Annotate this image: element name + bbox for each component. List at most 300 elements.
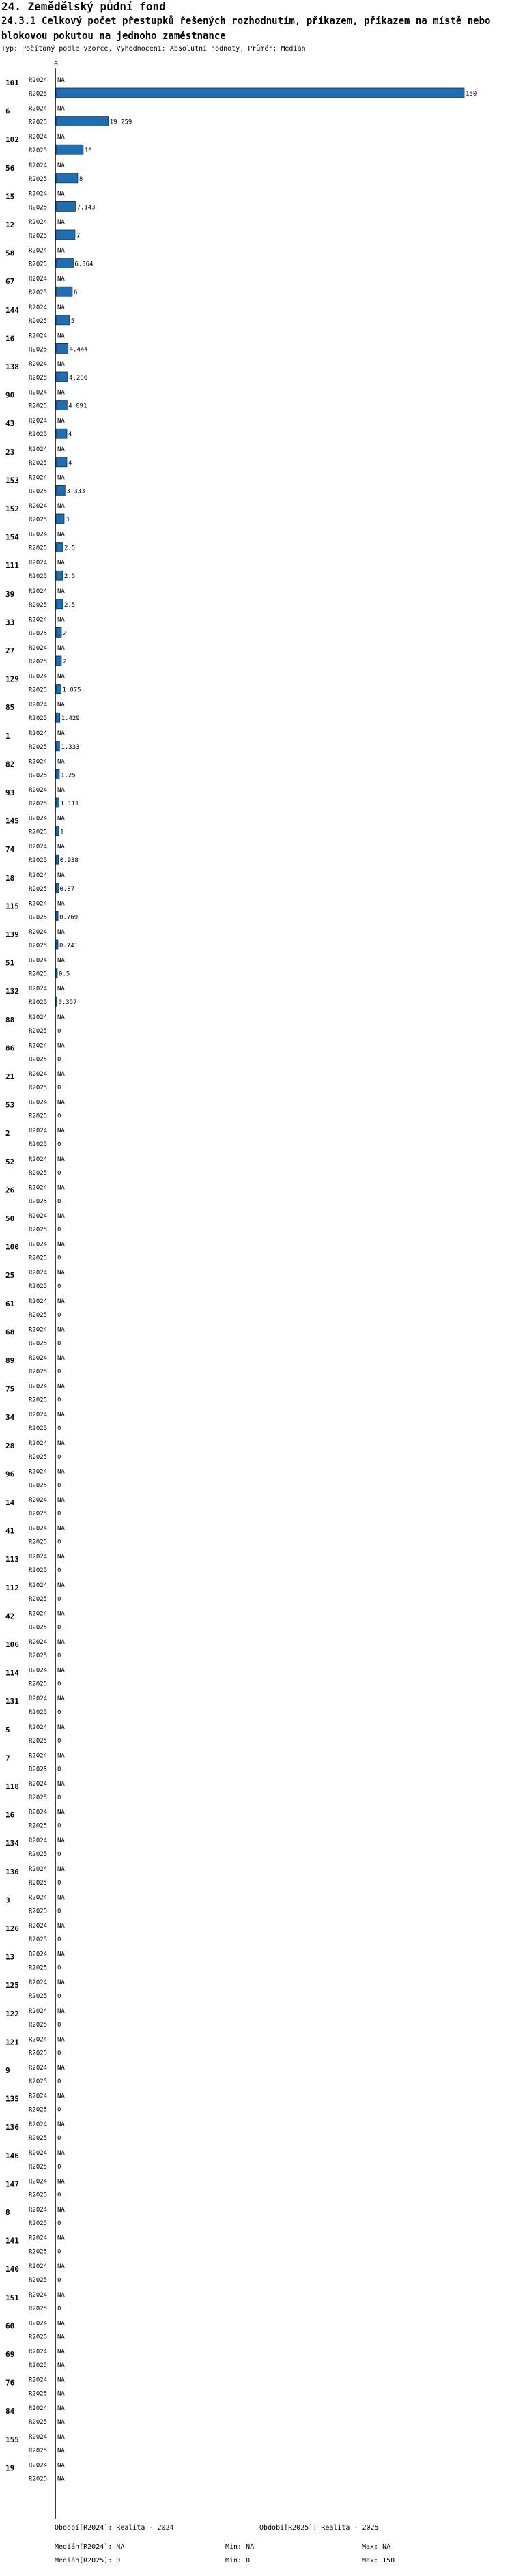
- series-label-r2024: R2024: [29, 616, 48, 624]
- value-label-r2024: NA: [57, 1184, 65, 1192]
- bar-r2025: [56, 315, 70, 325]
- category-label: 18: [5, 873, 15, 883]
- series-label-r2025: R2025: [29, 1908, 48, 1915]
- series-label-r2025: R2025: [29, 2305, 48, 2313]
- series-label-r2024: R2024: [29, 1837, 48, 1845]
- series-label-r2024: R2024: [29, 531, 48, 539]
- value-label-r2025: NA: [57, 2390, 65, 2398]
- value-label-r2024: NA: [57, 1270, 65, 1277]
- value-label-r2025: 10: [84, 147, 92, 155]
- series-label-r2024: R2024: [29, 1383, 48, 1390]
- category-label: 13: [5, 1952, 15, 1962]
- series-label-r2024: R2024: [29, 1667, 48, 1674]
- category-label: 115: [5, 902, 19, 911]
- value-label-r2025: 0: [57, 1539, 61, 1546]
- value-label-r2024: NA: [57, 702, 65, 709]
- value-label-r2024: NA: [57, 1639, 65, 1646]
- value-label-r2025: 6.364: [74, 261, 94, 268]
- category-label: 21: [5, 1072, 15, 1081]
- section-title: 24. Zemědělský půdní fond: [1, 0, 166, 13]
- series-label-r2024: R2024: [29, 446, 48, 453]
- value-label-r2025: 0.741: [59, 943, 79, 949]
- series-label-r2025: R2025: [29, 1027, 48, 1035]
- series-label-r2024: R2024: [29, 872, 48, 879]
- category-label: 131: [5, 1697, 19, 1706]
- category-label: 154: [5, 532, 19, 542]
- series-label-r2025: R2025: [29, 1964, 48, 1972]
- value-label-r2024: NA: [57, 105, 65, 113]
- series-label-r2025: R2025: [29, 2419, 48, 2427]
- footer-median-2024: Medián[R2024]: NA: [55, 2543, 125, 2551]
- category-label: 41: [5, 1526, 15, 1536]
- bar-r2025: [56, 457, 67, 467]
- series-label-r2025: R2025: [29, 346, 48, 354]
- footer-median-2025: Medián[R2025]: 0: [55, 2557, 121, 2564]
- series-label-r2025: R2025: [29, 261, 48, 268]
- series-label-r2025: R2025: [29, 2362, 48, 2369]
- series-label-r2024: R2024: [29, 815, 48, 822]
- footer-period-2025: Období[R2025]: Realita - 2025: [259, 2524, 379, 2532]
- series-label-r2025: R2025: [29, 1425, 48, 1433]
- series-label-r2025: R2025: [29, 914, 48, 921]
- series-label-r2024: R2024: [29, 986, 48, 993]
- category-label: 130: [5, 1867, 19, 1876]
- value-label-r2025: 0: [57, 1993, 61, 2001]
- value-label-r2025: 0: [57, 2220, 61, 2227]
- value-label-r2025: 0: [57, 1652, 61, 1659]
- series-label-r2025: R2025: [29, 1511, 48, 1517]
- value-label-r2025: 6: [73, 289, 78, 297]
- category-label: 16: [5, 1810, 15, 1820]
- value-label-r2024: NA: [57, 2235, 65, 2242]
- series-label-r2025: R2025: [29, 431, 48, 439]
- value-label-r2024: NA: [57, 2377, 65, 2384]
- value-label-r2025: 4: [68, 459, 72, 467]
- value-label-r2024: NA: [57, 730, 65, 737]
- series-label-r2025: R2025: [29, 517, 48, 524]
- value-label-r2025: 1.429: [61, 715, 80, 723]
- value-label-r2024: NA: [57, 1468, 65, 1476]
- value-label-r2025: 0: [57, 1879, 61, 1887]
- category-label: 43: [5, 419, 15, 429]
- series-label-r2025: R2025: [29, 971, 48, 978]
- series-label-r2025: R2025: [29, 943, 48, 949]
- value-label-r2024: NA: [57, 2462, 65, 2470]
- series-label-r2025: R2025: [29, 687, 48, 694]
- value-label-r2025: 2.5: [63, 601, 76, 609]
- series-label-r2024: R2024: [29, 1355, 48, 1362]
- bar-r2025: [56, 401, 67, 410]
- bar-r2025: [56, 940, 58, 949]
- category-label: 129: [5, 674, 19, 684]
- value-label-r2025: 2.5: [63, 545, 76, 552]
- value-label-r2025: 5: [70, 317, 75, 325]
- series-label-r2025: R2025: [29, 204, 48, 212]
- category-label: 113: [5, 1555, 19, 1564]
- value-label-r2024: NA: [57, 929, 65, 936]
- category-label: 141: [5, 2236, 19, 2246]
- value-label-r2024: NA: [57, 162, 65, 169]
- series-label-r2024: R2024: [29, 1241, 48, 1248]
- category-label: 3: [5, 1895, 10, 1905]
- series-label-r2024: R2024: [29, 1951, 48, 1958]
- bar-r2025: [56, 685, 61, 694]
- value-label-r2025: 1.25: [60, 772, 76, 779]
- category-label: 147: [5, 2179, 19, 2189]
- series-label-r2025: R2025: [29, 2106, 48, 2114]
- category-label: 26: [5, 1186, 15, 1195]
- series-label-r2024: R2024: [29, 758, 48, 766]
- category-label: 12: [5, 220, 15, 229]
- series-label-r2024: R2024: [29, 1979, 48, 1987]
- value-label-r2024: NA: [57, 418, 65, 425]
- series-label-r2025: R2025: [29, 1709, 48, 1717]
- value-label-r2024: NA: [57, 1071, 65, 1078]
- value-label-r2024: NA: [57, 219, 65, 226]
- series-label-r2024: R2024: [29, 1042, 48, 1050]
- bar-r2025: [56, 713, 60, 722]
- series-label-r2025: R2025: [29, 1283, 48, 1291]
- series-label-r2024: R2024: [29, 389, 48, 397]
- value-label-r2024: NA: [57, 588, 65, 595]
- value-label-r2024: NA: [57, 389, 65, 397]
- value-label-r2024: NA: [57, 1667, 65, 1674]
- value-label-r2025: 2: [62, 630, 67, 638]
- value-label-r2025: 2.5: [63, 573, 76, 581]
- bar-r2025: [56, 230, 75, 240]
- bar-r2025: [56, 201, 75, 211]
- series-label-r2024: R2024: [29, 2149, 48, 2157]
- series-label-r2024: R2024: [29, 1752, 48, 1760]
- series-label-r2024: R2024: [29, 1412, 48, 1419]
- category-label: 136: [5, 2123, 19, 2132]
- category-label: 75: [5, 1384, 15, 1394]
- bar-r2025: [56, 485, 65, 495]
- category-label: 60: [5, 2321, 15, 2331]
- series-label-r2024: R2024: [29, 2036, 48, 2044]
- value-label-r2025: 0: [57, 1453, 61, 1461]
- series-label-r2025: R2025: [29, 1085, 48, 1091]
- bar-r2025: [56, 514, 64, 524]
- value-label-r2025: NA: [57, 2447, 65, 2455]
- category-label: 28: [5, 1441, 15, 1450]
- category-label: 34: [5, 1413, 15, 1422]
- value-label-r2025: 4: [68, 431, 72, 439]
- category-label: 135: [5, 2094, 19, 2104]
- series-label-r2024: R2024: [29, 2007, 48, 2015]
- category-label: 23: [5, 447, 15, 457]
- category-label: 42: [5, 1612, 15, 1621]
- value-label-r2025: 0: [57, 1255, 61, 1262]
- category-label: 125: [5, 1981, 19, 1990]
- series-label-r2024: R2024: [29, 1156, 48, 1163]
- footer-max-2025: Max: 150: [362, 2557, 395, 2564]
- category-label: 19: [5, 2463, 15, 2473]
- series-label-r2025: R2025: [29, 1737, 48, 1745]
- series-label-r2025: R2025: [29, 91, 48, 98]
- value-label-r2024: NA: [57, 1440, 65, 1447]
- series-label-r2024: R2024: [29, 2433, 48, 2441]
- series-label-r2024: R2024: [29, 332, 48, 340]
- value-label-r2024: NA: [57, 1326, 65, 1334]
- series-label-r2024: R2024: [29, 2349, 48, 2356]
- series-label-r2025: R2025: [29, 573, 48, 581]
- value-label-r2025: 0: [57, 1340, 61, 1347]
- value-label-r2024: NA: [57, 1923, 65, 1930]
- value-label-r2024: NA: [57, 276, 65, 283]
- footer-max-2024: Max: NA: [362, 2543, 391, 2551]
- series-label-r2024: R2024: [29, 730, 48, 737]
- series-label-r2025: R2025: [29, 801, 48, 807]
- value-label-r2024: NA: [57, 2320, 65, 2328]
- value-label-r2025: 0: [57, 1227, 61, 1233]
- series-label-r2025: R2025: [29, 2476, 48, 2483]
- category-label: 101: [5, 78, 19, 87]
- series-label-r2025: R2025: [29, 1851, 48, 1859]
- series-label-r2025: R2025: [29, 857, 48, 865]
- value-label-r2025: 4.286: [69, 375, 88, 382]
- series-label-r2024: R2024: [29, 2377, 48, 2384]
- series-label-r2024: R2024: [29, 276, 48, 283]
- category-label: 152: [5, 504, 19, 513]
- value-label-r2024: NA: [57, 815, 65, 822]
- series-label-r2024: R2024: [29, 1071, 48, 1078]
- series-label-r2025: R2025: [29, 317, 48, 325]
- value-label-r2024: NA: [57, 2007, 65, 2015]
- value-label-r2025: 0: [57, 2277, 61, 2285]
- bar-r2025: [56, 173, 78, 183]
- series-label-r2024: R2024: [29, 1213, 48, 1220]
- series-label-r2024: R2024: [29, 1610, 48, 1618]
- series-label-r2025: R2025: [29, 1397, 48, 1404]
- value-label-r2025: 0: [57, 1624, 61, 1631]
- bar-r2025: [56, 571, 63, 580]
- series-label-r2025: R2025: [29, 1311, 48, 1319]
- series-label-r2024: R2024: [29, 560, 48, 567]
- series-label-r2025: R2025: [29, 2248, 48, 2256]
- category-label: 106: [5, 1640, 19, 1649]
- series-label-r2025: R2025: [29, 233, 48, 240]
- series-label-r2025: R2025: [29, 488, 48, 496]
- value-label-r2025: 0: [57, 1397, 61, 1404]
- value-label-r2025: 150: [466, 91, 477, 98]
- series-label-r2024: R2024: [29, 1809, 48, 1816]
- series-label-r2024: R2024: [29, 1781, 48, 1788]
- series-label-r2025: R2025: [29, 2163, 48, 2171]
- bar-r2025: [56, 287, 72, 296]
- value-label-r2024: NA: [57, 2093, 65, 2100]
- category-label: 132: [5, 987, 19, 997]
- series-label-r2025: R2025: [29, 715, 48, 723]
- value-label-r2025: 3: [65, 517, 70, 524]
- bar-r2025: [56, 769, 59, 779]
- category-label: 146: [5, 2151, 19, 2160]
- series-label-r2025: R2025: [29, 2277, 48, 2285]
- series-label-r2025: R2025: [29, 403, 48, 410]
- value-label-r2025: 0: [57, 1822, 61, 1830]
- value-label-r2025: 0: [57, 2135, 61, 2143]
- bar-r2025: [56, 798, 59, 807]
- category-label: 112: [5, 1583, 19, 1592]
- series-label-r2025: R2025: [29, 2135, 48, 2143]
- value-label-r2024: NA: [57, 1554, 65, 1561]
- value-label-r2024: NA: [57, 1951, 65, 1958]
- value-label-r2025: 0: [57, 2021, 61, 2029]
- value-label-r2025: 0: [57, 1027, 61, 1035]
- value-label-r2025: 0: [57, 1056, 61, 1063]
- value-label-r2025: 0.357: [58, 999, 77, 1007]
- value-label-r2024: NA: [57, 1298, 65, 1305]
- series-label-r2024: R2024: [29, 304, 48, 311]
- value-label-r2025: 0.938: [59, 857, 79, 865]
- series-label-r2024: R2024: [29, 1582, 48, 1589]
- category-label: 138: [5, 362, 19, 371]
- series-label-r2025: R2025: [29, 1794, 48, 1801]
- series-label-r2024: R2024: [29, 1326, 48, 1334]
- series-label-r2025: R2025: [29, 2192, 48, 2199]
- value-label-r2024: NA: [57, 900, 65, 908]
- category-label: 122: [5, 2009, 19, 2018]
- value-label-r2024: NA: [57, 1610, 65, 1618]
- series-label-r2025: R2025: [29, 1255, 48, 1262]
- series-label-r2024: R2024: [29, 2405, 48, 2413]
- bar-r2025: [56, 911, 58, 921]
- series-label-r2025: R2025: [29, 1113, 48, 1120]
- series-label-r2024: R2024: [29, 1639, 48, 1646]
- value-label-r2025: 0: [57, 1737, 61, 1745]
- value-label-r2025: 0: [57, 1936, 61, 1943]
- series-label-r2024: R2024: [29, 1695, 48, 1703]
- value-label-r2025: NA: [57, 2419, 65, 2427]
- series-label-r2024: R2024: [29, 1468, 48, 1476]
- series-label-r2025: R2025: [29, 1680, 48, 1688]
- series-label-r2024: R2024: [29, 2320, 48, 2328]
- bar-r2025: [56, 997, 57, 1006]
- bar-r2025: [56, 372, 68, 382]
- category-label: 140: [5, 2265, 19, 2274]
- series-label-r2025: R2025: [29, 1453, 48, 1461]
- series-label-r2025: R2025: [29, 1822, 48, 1830]
- value-label-r2025: 0: [57, 2050, 61, 2057]
- series-label-r2024: R2024: [29, 1440, 48, 1447]
- value-label-r2025: 7: [76, 233, 81, 240]
- value-label-r2024: NA: [57, 1894, 65, 1902]
- category-label: 67: [5, 277, 15, 287]
- axis-zero-tick-label: 0: [54, 61, 59, 68]
- series-label-r2025: R2025: [29, 1340, 48, 1347]
- category-label: 16: [5, 334, 15, 343]
- category-label: 33: [5, 618, 15, 627]
- value-label-r2025: NA: [57, 2334, 65, 2341]
- series-label-r2025: R2025: [29, 1141, 48, 1149]
- category-label: 74: [5, 845, 15, 855]
- value-label-r2025: 0: [57, 1964, 61, 1972]
- category-label: 89: [5, 1356, 15, 1365]
- value-label-r2024: NA: [57, 1014, 65, 1021]
- category-label: 14: [5, 1498, 15, 1507]
- series-label-r2025: R2025: [29, 1369, 48, 1375]
- value-label-r2024: NA: [57, 2263, 65, 2271]
- series-label-r2024: R2024: [29, 418, 48, 425]
- series-label-r2024: R2024: [29, 247, 48, 255]
- value-label-r2024: NA: [57, 1156, 65, 1163]
- value-label-r2025: 0: [57, 1311, 61, 1319]
- bar-r2025: [56, 656, 61, 666]
- bar-r2025: [56, 429, 67, 438]
- value-label-r2024: NA: [57, 1979, 65, 1987]
- value-label-r2024: NA: [57, 2121, 65, 2129]
- series-label-r2024: R2024: [29, 105, 48, 113]
- series-label-r2025: R2025: [29, 2334, 48, 2341]
- value-label-r2025: 0: [57, 1851, 61, 1859]
- series-label-r2025: R2025: [29, 2078, 48, 2085]
- series-label-r2024: R2024: [29, 2065, 48, 2072]
- value-label-r2025: 0: [57, 1085, 61, 1091]
- value-label-r2025: 2: [62, 659, 67, 666]
- value-label-r2025: 0.5: [58, 971, 70, 978]
- category-label: 2: [5, 1129, 10, 1139]
- chart-subtitle: Typ: Počítaný podle vzorce, Vyhodnocení: Absolutní hodnoty, Průměr: Medián: [1, 45, 306, 53]
- value-label-r2024: NA: [57, 1752, 65, 1760]
- series-label-r2025: R2025: [29, 2447, 48, 2455]
- value-label-r2024: NA: [57, 332, 65, 340]
- series-label-r2024: R2024: [29, 1723, 48, 1731]
- series-label-r2025: R2025: [29, 175, 48, 183]
- series-label-r2025: R2025: [29, 1227, 48, 1233]
- value-label-r2024: NA: [57, 1241, 65, 1248]
- value-label-r2025: 4.444: [69, 346, 88, 354]
- value-label-r2025: 0: [57, 1198, 61, 1205]
- bar-r2025: [56, 599, 63, 609]
- footer-min-2024: Min: NA: [225, 2543, 255, 2551]
- bar-r2025: [56, 145, 83, 154]
- series-label-r2024: R2024: [29, 787, 48, 794]
- series-label-r2024: R2024: [29, 219, 48, 226]
- value-label-r2025: 0: [57, 1482, 61, 1489]
- value-label-r2025: 0: [57, 2192, 61, 2199]
- series-label-r2025: R2025: [29, 1766, 48, 1773]
- value-label-r2025: 0: [57, 1425, 61, 1433]
- series-label-r2025: R2025: [29, 1595, 48, 1603]
- value-label-r2024: NA: [57, 1809, 65, 1816]
- series-label-r2025: R2025: [29, 545, 48, 552]
- value-label-r2024: NA: [57, 77, 65, 84]
- series-label-r2024: R2024: [29, 1014, 48, 1021]
- category-label: 100: [5, 1242, 19, 1252]
- series-label-r2024: R2024: [29, 361, 48, 368]
- series-label-r2024: R2024: [29, 844, 48, 851]
- value-label-r2024: NA: [57, 645, 65, 652]
- value-label-r2024: NA: [57, 1412, 65, 1419]
- series-label-r2025: R2025: [29, 999, 48, 1007]
- value-label-r2024: NA: [57, 1383, 65, 1390]
- bar-r2025: [56, 259, 73, 268]
- category-label: 51: [5, 958, 15, 968]
- category-label: 96: [5, 1470, 15, 1479]
- series-label-r2024: R2024: [29, 1497, 48, 1504]
- category-label: 8: [5, 2208, 10, 2217]
- value-label-r2025: 0: [57, 2305, 61, 2313]
- value-label-r2025: 7.143: [76, 204, 96, 212]
- series-label-r2025: R2025: [29, 772, 48, 779]
- value-label-r2025: 1: [59, 829, 64, 836]
- value-label-r2025: 0: [57, 2106, 61, 2114]
- value-label-r2025: 0.87: [59, 885, 75, 893]
- series-label-r2024: R2024: [29, 1923, 48, 1930]
- series-label-r2025: R2025: [29, 1567, 48, 1575]
- category-label: 86: [5, 1044, 15, 1053]
- value-label-r2024: NA: [57, 1695, 65, 1703]
